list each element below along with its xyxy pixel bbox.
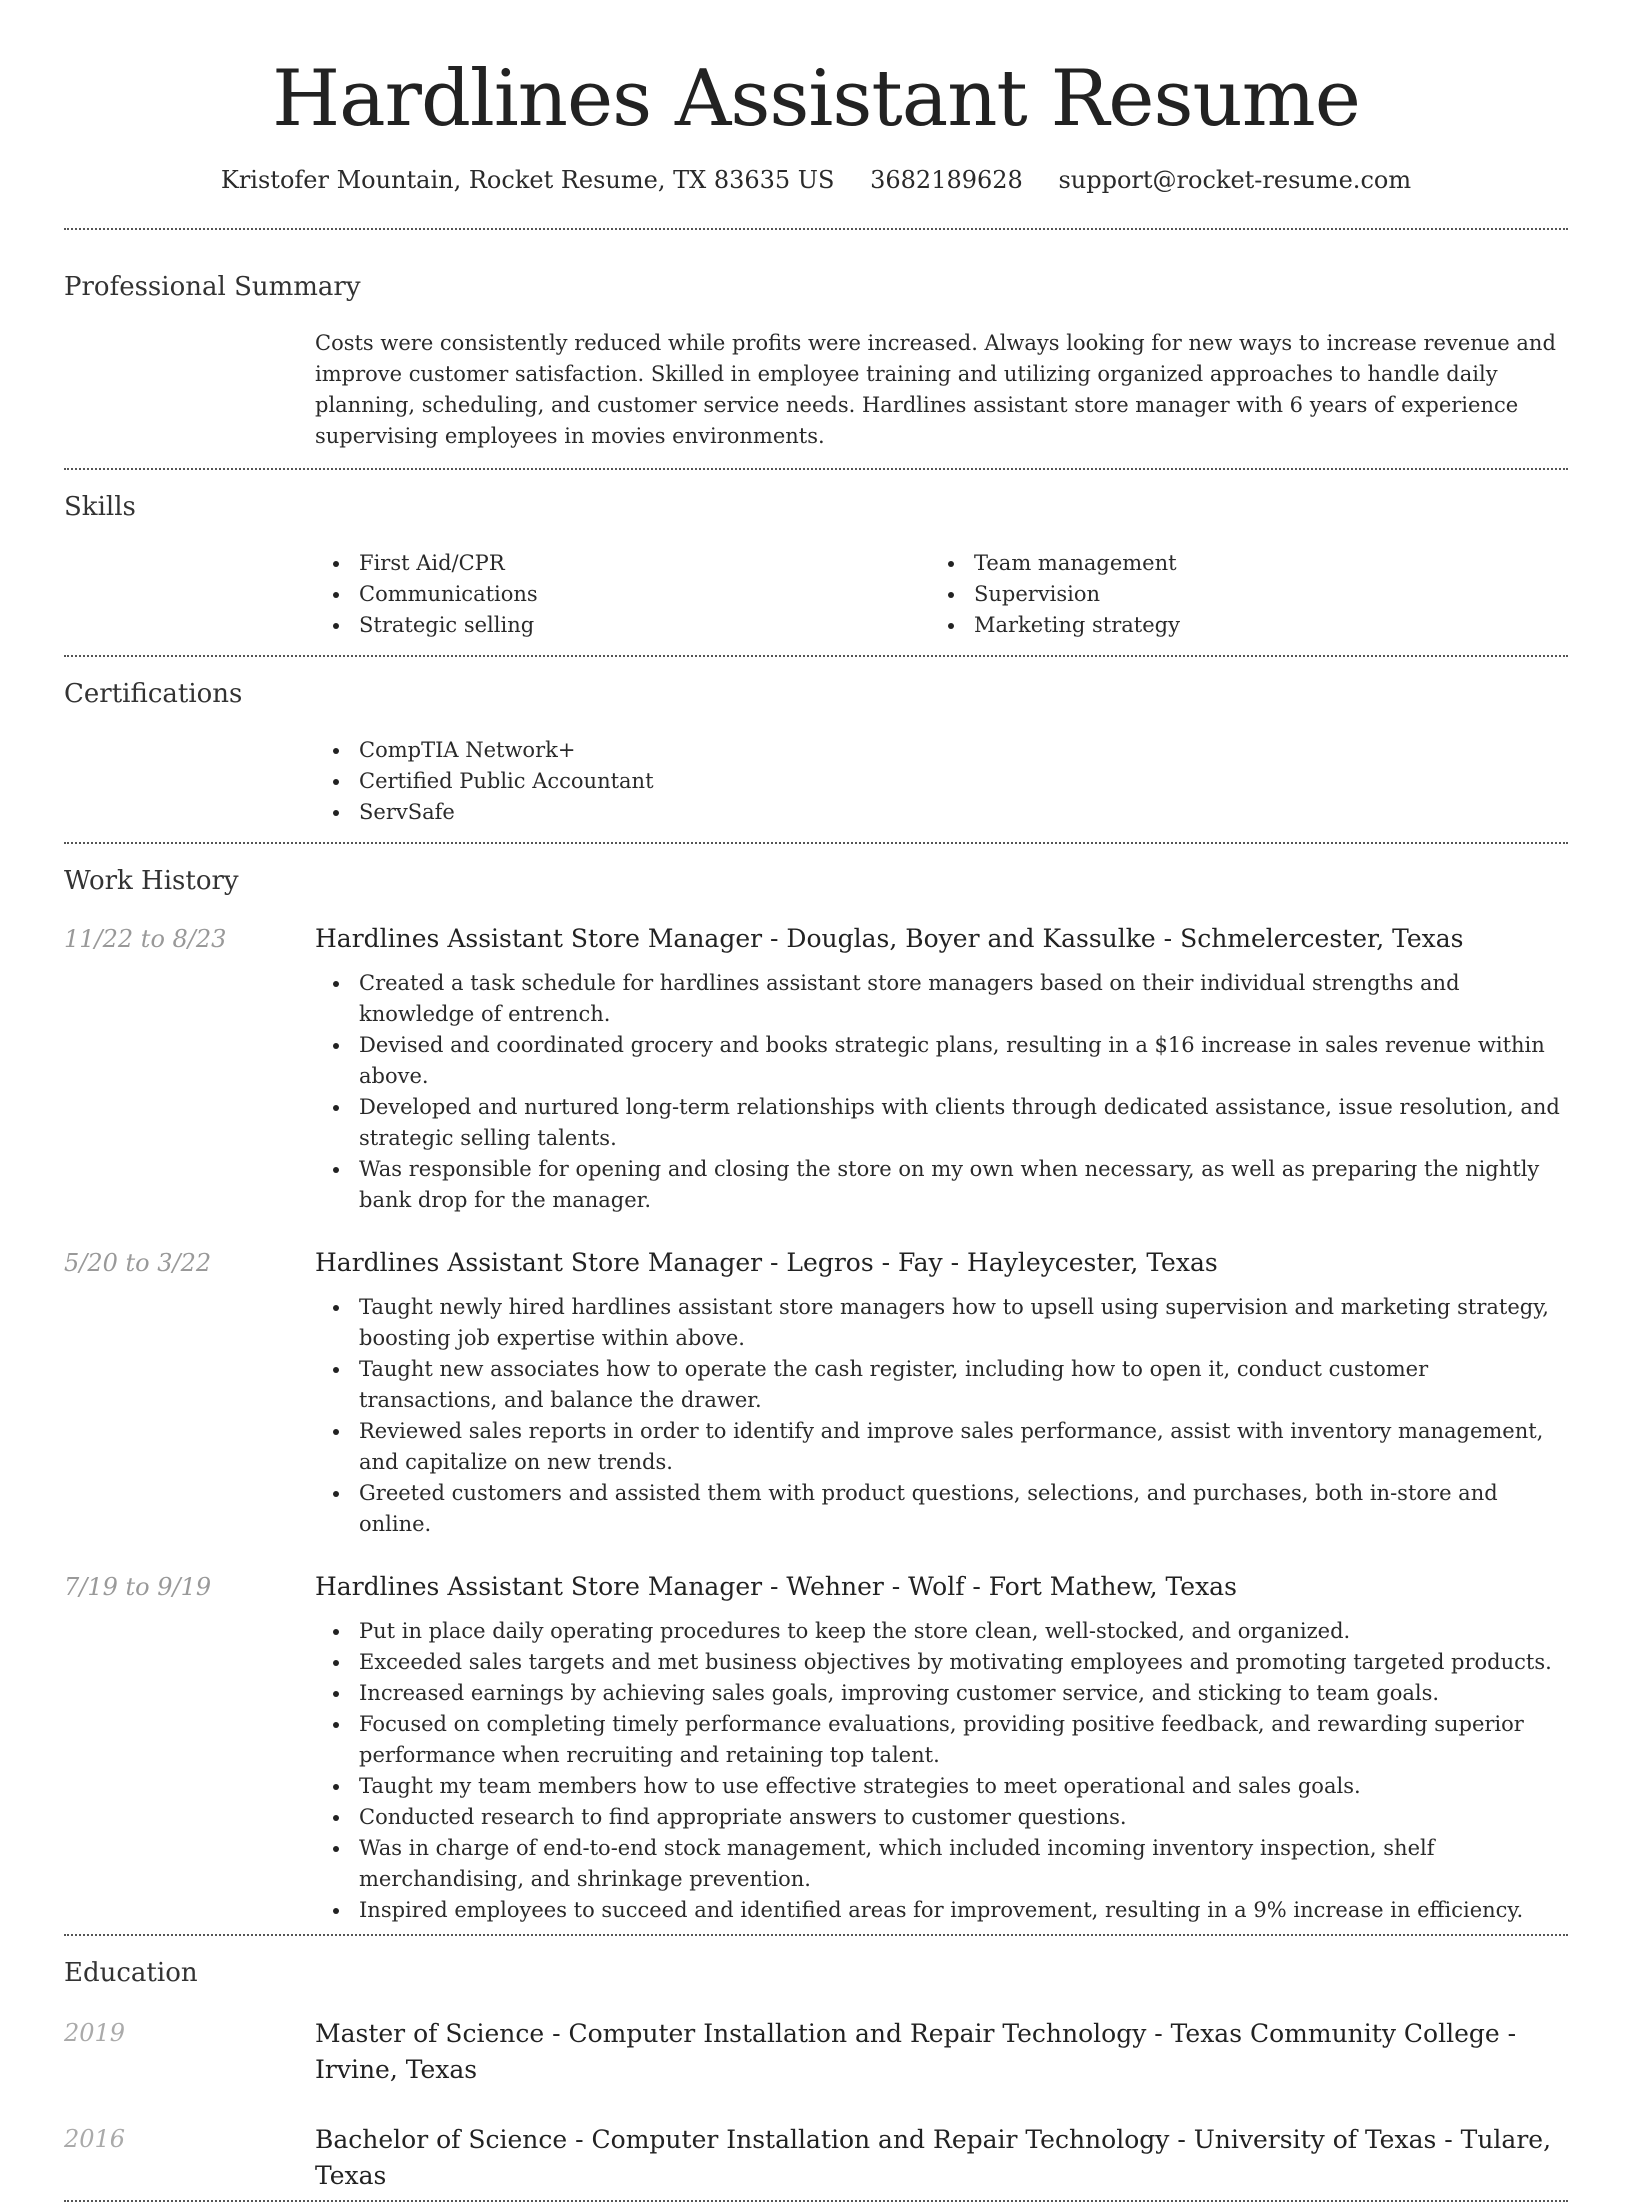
resume-title: Hardlines Assistant Resume bbox=[272, 54, 1360, 144]
skill-item: First Aid/CPR bbox=[315, 548, 930, 579]
certification-item: ServSafe bbox=[315, 797, 1568, 828]
work-bullet: Was responsible for opening and closing the store on my own when necessary, as well as preparing the nightly bank drop for the manager. bbox=[315, 1154, 1568, 1216]
education-section-title: Education bbox=[64, 1958, 198, 1988]
education-entry bbox=[64, 2016, 1568, 2088]
work-bullet: Greeted customers and assisted them with product questions, selections, and purchases, both in-store and online. bbox=[315, 1478, 1568, 1540]
divider bbox=[64, 228, 1568, 230]
work-bullet: Exceeded sales targets and met business objectives by motivating employees and promoting targeted products. bbox=[315, 1647, 1568, 1678]
work-bullet: Conducted research to find appropriate answers to customer questions. bbox=[315, 1802, 1568, 1833]
work-heading: Hardlines Assistant Store Manager - Wehner - Wolf - Fort Mathew, Texas bbox=[315, 1572, 1237, 1601]
work-bullet: Created a task schedule for hardlines assistant store managers based on their individual strengths and knowledge of entrench. bbox=[315, 968, 1568, 1030]
education-list bbox=[64, 2016, 1568, 2200]
education-year: 2016 bbox=[64, 2125, 126, 2153]
work-bullets bbox=[315, 1616, 1568, 1926]
certifications-list bbox=[315, 735, 1568, 842]
work-entry bbox=[64, 1246, 1568, 1540]
summary-section-title: Professional Summary bbox=[64, 272, 361, 302]
work-dates: 5/20 to 3/22 bbox=[64, 1249, 212, 1277]
contact-line bbox=[64, 166, 1568, 194]
work-bullets bbox=[315, 968, 1568, 1216]
work-bullet: Taught my team members how to use effective strategies to meet operational and sales goals. bbox=[315, 1771, 1568, 1802]
contact-address: Kristofer Mountain, Rocket Resume, TX 83635 US bbox=[220, 166, 835, 194]
work-bullet: Inspired employees to succeed and identified areas for improvement, resulting in a 9% increase in efficiency. bbox=[315, 1895, 1568, 1926]
resume-page bbox=[64, 0, 1568, 2202]
certification-item: Certified Public Accountant bbox=[315, 766, 1568, 797]
skills-column-left bbox=[315, 548, 930, 641]
work-bullet: Devised and coordinated grocery and books strategic plans, resulting in a $16 increase in sales revenue within above. bbox=[315, 1030, 1568, 1092]
work-bullet: Was in charge of end-to-end stock management, which included incoming inventory inspection, shelf merchandising, and shrinkage prevention. bbox=[315, 1833, 1568, 1895]
skill-item: Team management bbox=[930, 548, 1545, 579]
contact-phone: 3682189628 bbox=[870, 166, 1023, 194]
work-bullet: Increased earnings by achieving sales goals, improving customer service, and sticking to team goals. bbox=[315, 1678, 1568, 1709]
work-bullet: Taught new associates how to operate the cash register, including how to open it, conduct customer transactions, and balance the drawer. bbox=[315, 1354, 1568, 1416]
work-dates: 11/22 to 8/23 bbox=[64, 925, 227, 953]
work-bullets bbox=[315, 1292, 1568, 1540]
education-heading: Master of Science - Computer Installation and Repair Technology - Texas Community College - Irvine, Texas bbox=[315, 2019, 1517, 2084]
work-dates: 7/19 to 9/19 bbox=[64, 1573, 212, 1601]
work-entry bbox=[64, 922, 1568, 1216]
work-history bbox=[64, 922, 1568, 1934]
work-bullet: Reviewed sales reports in order to identify and improve sales performance, assist with inventory management, and capitalize on new trends. bbox=[315, 1416, 1568, 1478]
divider bbox=[64, 1934, 1568, 1936]
skill-item: Communications bbox=[315, 579, 930, 610]
skills-section-title: Skills bbox=[64, 492, 136, 522]
divider bbox=[64, 842, 1568, 844]
work-bullet: Taught newly hired hardlines assistant store managers how to upsell using supervision and marketing strategy, boosting job expertise within above. bbox=[315, 1292, 1568, 1354]
work-heading: Hardlines Assistant Store Manager - Legros - Fay - Hayleycester, Texas bbox=[315, 1248, 1218, 1277]
skill-item: Supervision bbox=[930, 579, 1545, 610]
divider bbox=[64, 655, 1568, 657]
summary-text: Costs were consistently reduced while profits were increased. Always looking for new ways to increase revenue and improve customer satisfaction. Skilled in employee training and utilizing organized approaches to handle daily planning, scheduling, and customer service needs. Hardlines assistant store manager with 6 years of experience supervising employees in movies environments. bbox=[315, 331, 1556, 448]
education-entry bbox=[64, 2122, 1568, 2194]
certification-item: CompTIA Network+ bbox=[315, 735, 1568, 766]
contact-email[interactable]: support@rocket-resume.com bbox=[1058, 166, 1412, 194]
divider bbox=[64, 468, 1568, 470]
work-bullet: Put in place daily operating procedures to keep the store clean, well-stocked, and organized. bbox=[315, 1616, 1568, 1647]
education-year: 2019 bbox=[64, 2019, 126, 2047]
work-bullet: Focused on completing timely performance evaluations, providing positive feedback, and rewarding superior performance when recruiting and retaining top talent. bbox=[315, 1709, 1568, 1771]
skills-column-right bbox=[930, 548, 1545, 641]
work-heading: Hardlines Assistant Store Manager - Douglas, Boyer and Kassulke - Schmelercester, Texas bbox=[315, 924, 1464, 953]
certifications-section-title: Certifications bbox=[64, 679, 243, 709]
skills-list bbox=[315, 548, 1568, 655]
work-bullet: Developed and nurtured long-term relationships with clients through dedicated assistance, issue resolution, and strategic selling talents. bbox=[315, 1092, 1568, 1154]
work-entry bbox=[64, 1570, 1568, 1926]
skill-item: Strategic selling bbox=[315, 610, 930, 641]
work-section-title: Work History bbox=[64, 866, 239, 896]
skill-item: Marketing strategy bbox=[930, 610, 1545, 641]
education-heading: Bachelor of Science - Computer Installation and Repair Technology - University of Texas - Tulare, Texas bbox=[315, 2125, 1552, 2190]
